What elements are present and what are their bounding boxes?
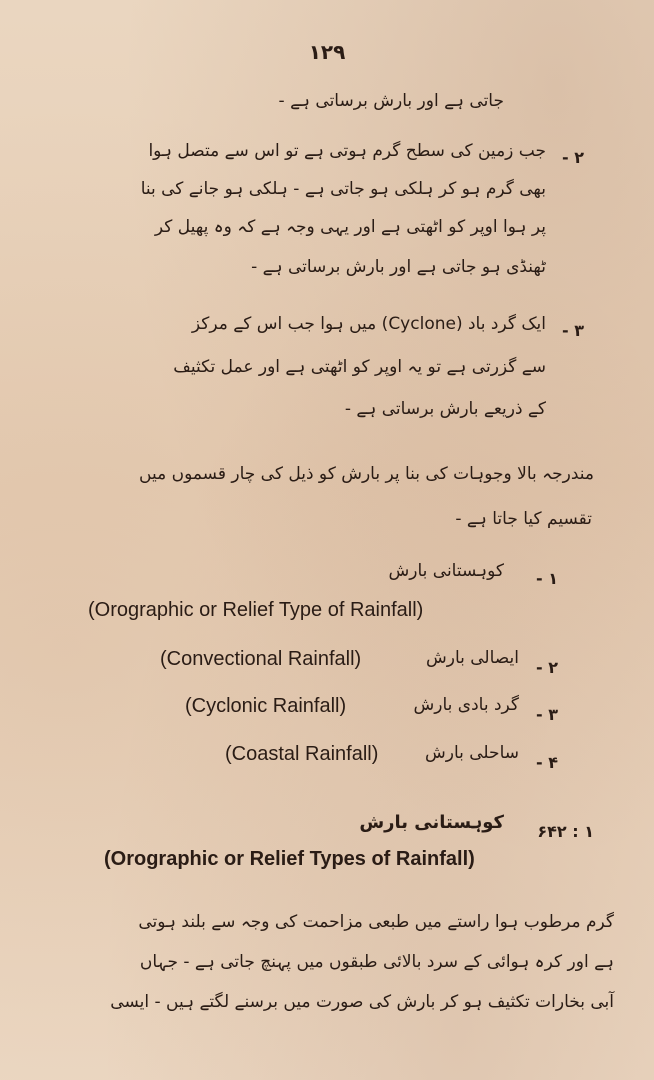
section-number: ۱ : ۶۴۲ (537, 822, 594, 841)
list-item-line: سے گزرتی ہے تو یہ اوپر کو اٹھتی ہے اور عمل تکثیف (173, 357, 546, 377)
intro-line: مندرجہ بالا وجوہات کی بنا پر بارش کو ذیل کی چار قسموں میں (139, 464, 594, 484)
type-english-name: (Convectional Rainfall) (160, 648, 362, 670)
paragraph-line: آبی بخارات تکثیف ہو کر بارش کی صورت میں برسنے لگتے ہیں - ایسی (110, 992, 614, 1012)
type-urdu-name: ساحلی بارش (424, 743, 519, 763)
section-heading-english: (Orographic or Relief Types of Rainfall) (104, 848, 475, 870)
page-number: ۱۲۹ (308, 40, 346, 64)
intro-line: تقسیم کیا جاتا ہے - (455, 509, 592, 529)
list-item-line: جب زمین کی سطح گرم ہوتی ہے تو اس سے متصل ہوا (148, 141, 546, 161)
type-english-name: (Coastal Rainfall) (225, 743, 379, 765)
list-item-line: کے ذریعے بارش برساتی ہے - (344, 399, 546, 419)
list-item-line: بھی گرم ہو کر ہلکی ہو جاتی ہے - ہلکی ہو جانے کی بنا (140, 179, 546, 199)
type-number: ۳ - (536, 705, 558, 724)
type-number: ۱ - (536, 569, 558, 588)
list-number: ۲ - (562, 148, 584, 167)
paragraph-line: گرم مرطوب ہوا راستے میں طبعی مزاحمت کی وجہ سے بلند ہوتی (138, 912, 614, 932)
list-item-line: ایک گرد باد (Cyclone) میں ہوا جب اس کے مرکز (191, 314, 546, 334)
paragraph-line: جاتی ہے اور بارش برساتی ہے - (278, 91, 504, 111)
list-item-line: ٹھنڈی ہو جاتی ہے اور بارش برساتی ہے - (251, 257, 546, 277)
type-urdu-name: گرد بادی بارش (413, 695, 519, 715)
section-heading-urdu: کوہستانی بارش (359, 812, 504, 833)
type-number: ۲ - (536, 658, 558, 677)
list-item-line: پر ہوا اوپر کو اٹھتی ہے اور یہی وجہ ہے کہ وہ پھیل کر (154, 217, 546, 237)
type-urdu-name: ایصالی بارش (425, 648, 519, 668)
paragraph-line: ہے اور کرہ ہوائی کے سرد بالائی طبقوں میں پہنچ جاتی ہے - جہاں (139, 952, 614, 972)
type-english-name: (Cyclonic Rainfall) (185, 695, 347, 717)
type-urdu-name: کوہستانی بارش (388, 561, 504, 581)
type-number: ۴ - (536, 753, 558, 772)
type-english-name: (Orographic or Relief Type of Rainfall) (88, 599, 424, 621)
list-number: ۳ - (562, 321, 584, 340)
